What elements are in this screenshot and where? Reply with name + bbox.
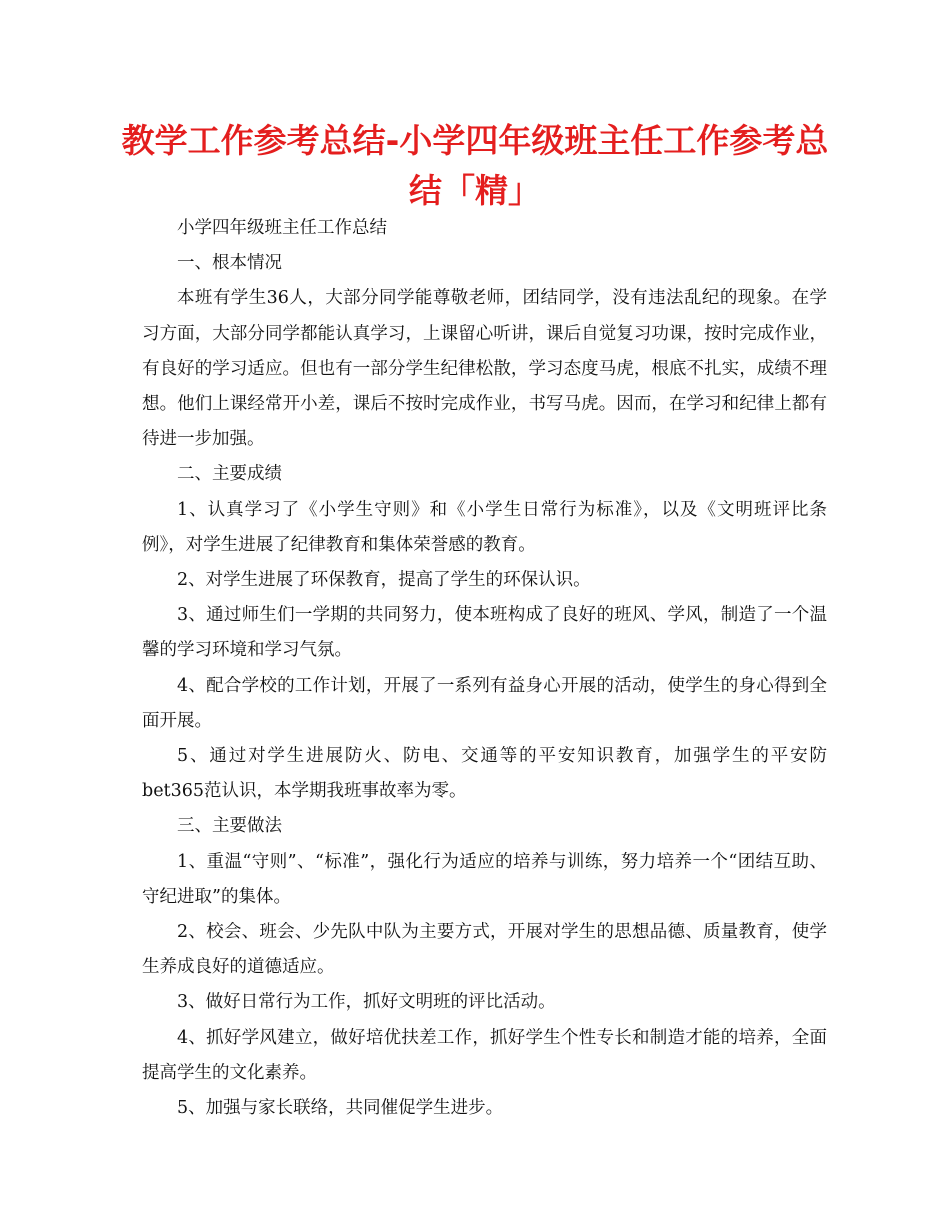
method-item-4: 4、抓好学风建立，做好培优扶差工作，抓好学生个性专长和制造才能的培养，全面提高学生的文化素养。 [142,1027,827,1083]
section-heading-basic: 一、根本情况 [177,253,282,274]
section-heading-methods: 三、主要做法 [177,816,282,837]
section-heading-achievements: 二、主要成绩 [177,464,282,485]
paragraph-subtitle: 小学四年级班主任工作总结 [177,218,387,238]
achievement-item-2: 2、对学生进展了环保教育，提高了学生的环保认识。 [177,570,591,591]
method-item-3: 3、做好日常行为工作，抓好文明班的评比活动。 [177,992,556,1013]
document-body [142,211,827,1126]
document-title: 教学工作参考总结-小学四年级班主任工作参考总结「精」 [121,121,829,210]
method-item-5: 5、加强与家长联络，共同催促学生进步。 [177,1098,504,1119]
achievement-item-3: 3、通过师生们一学期的共同努力，使本班构成了良好的班风、学风，制造了一个温馨的学习环境和学习气氛。 [142,605,827,661]
method-item-2: 2、校会、班会、少先队中队为主要方式，开展对学生的思想品德、质量教育，使学生养成良好的道德适应。 [142,922,827,978]
paragraph-basic-situation: 本班有学生36人，大部分同学能尊敬老师，团结同学，没有违法乱纪的现象。在学习方面，大部分同学都能认真学习，上课留心听讲，课后自觉复习功课，按时完成作业，有良好的学习适应。但也有一部分学生纪律松散，学习态度马虎，根底不扎实，成绩不理想。他们上课经常开小差，课后不按时完成作业，书写马虎。因而，在学习和纪律上都有待进一步加强。 [142,288,827,450]
achievement-item-4: 4、配合学校的工作计划，开展了一系列有益身心开展的活动，使学生的身心得到全面开展。 [142,675,827,731]
achievement-item-5: 5、通过对学生进展防火、防电、交通等的平安知识教育，加强学生的平安防bet365范认识，本学期我班事故率为零。 [142,746,827,802]
achievement-item-1: 1、认真学习了《小学生守则》和《小学生日常行为标准》，以及《文明班评比条例》，对学生进展了纪律教育和集体荣誉感的教育。 [142,499,827,555]
method-item-1: 1、重温“守则”、“标准”，强化行为适应的培养与训练，努力培养一个“团结互助、守纪进取”的集体。 [142,851,827,907]
